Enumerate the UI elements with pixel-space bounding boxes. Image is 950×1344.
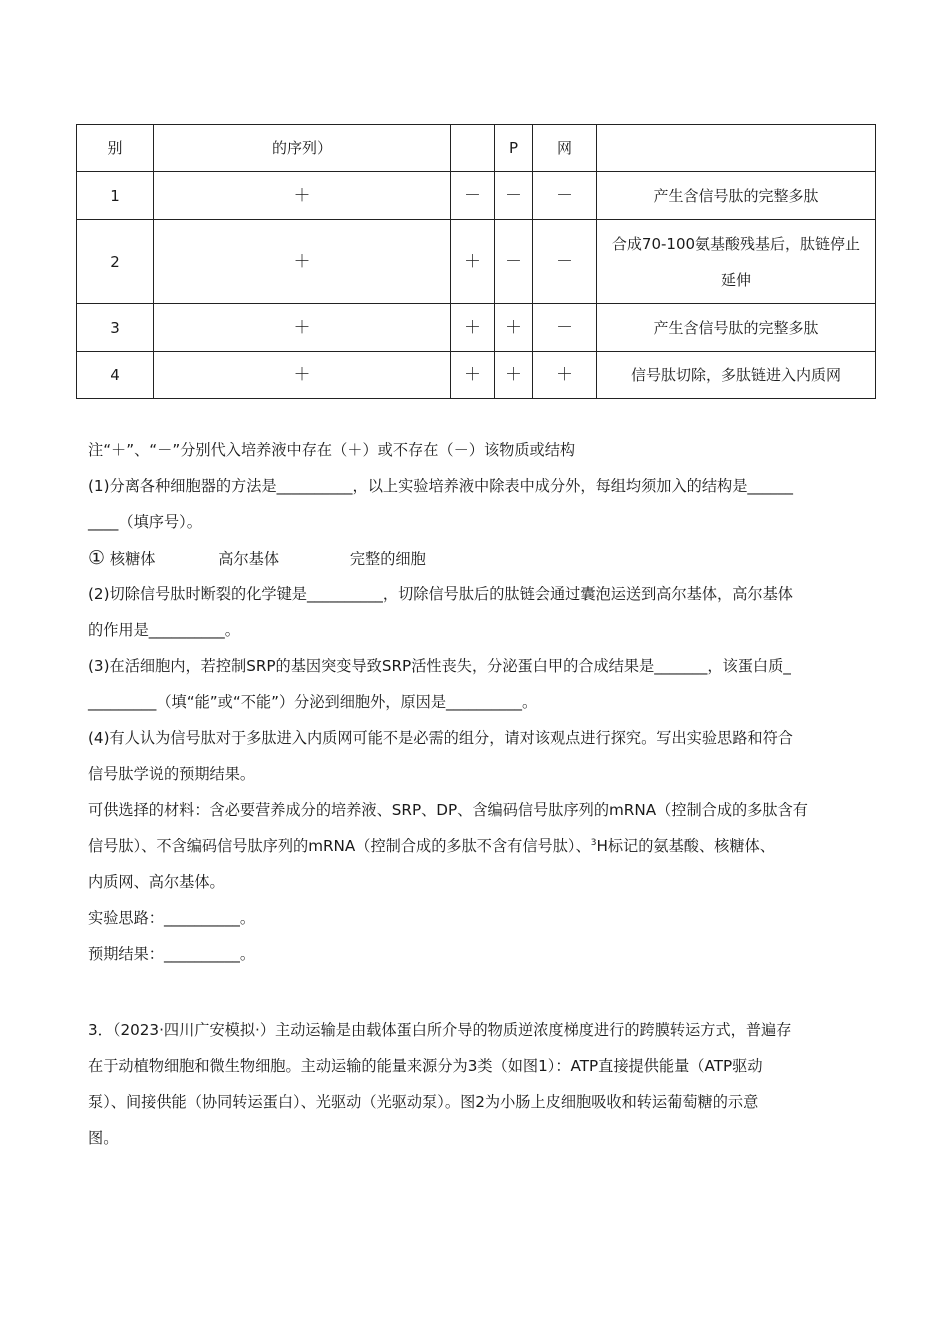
option-golgi: 高尔基体 (218, 550, 280, 568)
header-cell: 的序列） (154, 125, 451, 172)
mark-cell: ＋ (451, 304, 495, 352)
materials-text: 信号肽）、不含编码信号肽序列的mRNA（控制合成的多肽不含有信号肽）、 (88, 837, 591, 855)
table-row (77, 172, 876, 220)
header-cell: 网 (533, 125, 597, 172)
mark-cell: ＋ (154, 304, 451, 352)
question-text-block (88, 432, 868, 972)
group-cell: 3 (77, 304, 154, 352)
option-ribosome: 核糖体 (109, 550, 156, 568)
mark-cell: ＋ (451, 220, 495, 304)
q1-line: (1)分离各种细胞器的方法是__________，以上实验培养液中除表中成分外，每组均须加入的结构是______ (88, 477, 793, 495)
expected-result: 预期结果：__________。 (88, 945, 256, 963)
mark-cell: － (533, 220, 597, 304)
mark-cell: ＋ (154, 220, 451, 304)
q4-line: 信号肽学说的预期结果。 (88, 765, 256, 783)
header-cell (451, 125, 495, 172)
mark-cell: ＋ (154, 172, 451, 220)
mark-cell: ＋ (451, 352, 495, 399)
table-row (77, 352, 876, 399)
experiment-table (76, 124, 876, 399)
group-cell: 4 (77, 352, 154, 399)
table-row (77, 220, 876, 304)
result-cell: 合成70-100氨基酸残基后，肽链停止延伸 (597, 220, 876, 304)
mark-cell: ＋ (533, 352, 597, 399)
group-cell: 1 (77, 172, 154, 220)
mark-cell: － (533, 172, 597, 220)
materials-line: 可供选择的材料：含必要营养成分的培养液、SRP、DP、含编码信号肽序列的mRNA（控制合成的多肽含有 (88, 801, 808, 819)
mark-cell: － (495, 220, 533, 304)
group-cell: 2 (77, 220, 154, 304)
table-note: 注“＋”、“－”分别代入培养液中存在（＋）或不存在（－）该物质或结构 (88, 441, 576, 459)
q5-line: 在于动植物细胞和微生物细胞。主动运输的能量来源分为3类（如图1）：ATP直接提供能量（ATP驱动 (88, 1057, 763, 1075)
question-3-block (88, 1012, 868, 1156)
option-intact-cell: 完整的细胞 (349, 550, 426, 568)
materials-line: 内质网、高尔基体。 (88, 873, 225, 891)
table-header-row (77, 125, 876, 172)
q1-line: ____（填序号）。 (88, 513, 202, 531)
header-cell: 别 (77, 125, 154, 172)
materials-text: H标记的氨基酸、核糖体、 (596, 837, 775, 855)
header-cell: P (495, 125, 533, 172)
q5-line: 图。 (88, 1129, 119, 1147)
table-row (77, 304, 876, 352)
result-cell: 产生含信号肽的完整多肽 (597, 304, 876, 352)
q3-line: _________（填“能”或“不能”）分泌到细胞外，原因是__________。 (88, 693, 538, 711)
mark-cell: － (451, 172, 495, 220)
q2-line: 的作用是__________。 (88, 621, 240, 639)
isotope-superscript: 3 (590, 837, 597, 848)
mark-cell: － (495, 172, 533, 220)
materials-line (88, 828, 868, 864)
header-cell (597, 125, 876, 172)
q5-line: 泵）、间接供能（协同转运蛋白）、光驱动（光驱动泵）。图2为小肠上皮细胞吸收和转运葡萄糖的示意 (88, 1093, 759, 1111)
mark-cell: － (533, 304, 597, 352)
q3-line: (3)在活细胞内，若控制SRP的基因突变导致SRP活性丧失，分泌蛋白甲的合成结果是_______，该蛋白质_ (88, 657, 791, 675)
result-cell: 信号肽切除，多肽链进入内质网 (597, 352, 876, 399)
result-cell: 产生含信号肽的完整多肽 (597, 172, 876, 220)
q2-line: (2)切除信号肽时断裂的化学键是__________，切除信号肽后的肽链会通过囊泡运送到高尔基体，高尔基体 (88, 585, 793, 603)
mark-cell: ＋ (154, 352, 451, 399)
q5-line: 3．（2023·四川广安模拟·）主动运输是由载体蛋白所介导的物质逆浓度梯度进行的跨膜转运方式，普遍存 (88, 1021, 792, 1039)
mark-cell: ＋ (495, 304, 533, 352)
q4-line: (4)有人认为信号肽对于多肽进入内质网可能不是必需的组分，请对该观点进行探究。写出实验思路和符合 (88, 729, 793, 747)
q1-options (88, 540, 868, 576)
option-number: ① (88, 547, 106, 569)
experiment-idea: 实验思路：__________。 (88, 909, 256, 927)
mark-cell: ＋ (495, 352, 533, 399)
